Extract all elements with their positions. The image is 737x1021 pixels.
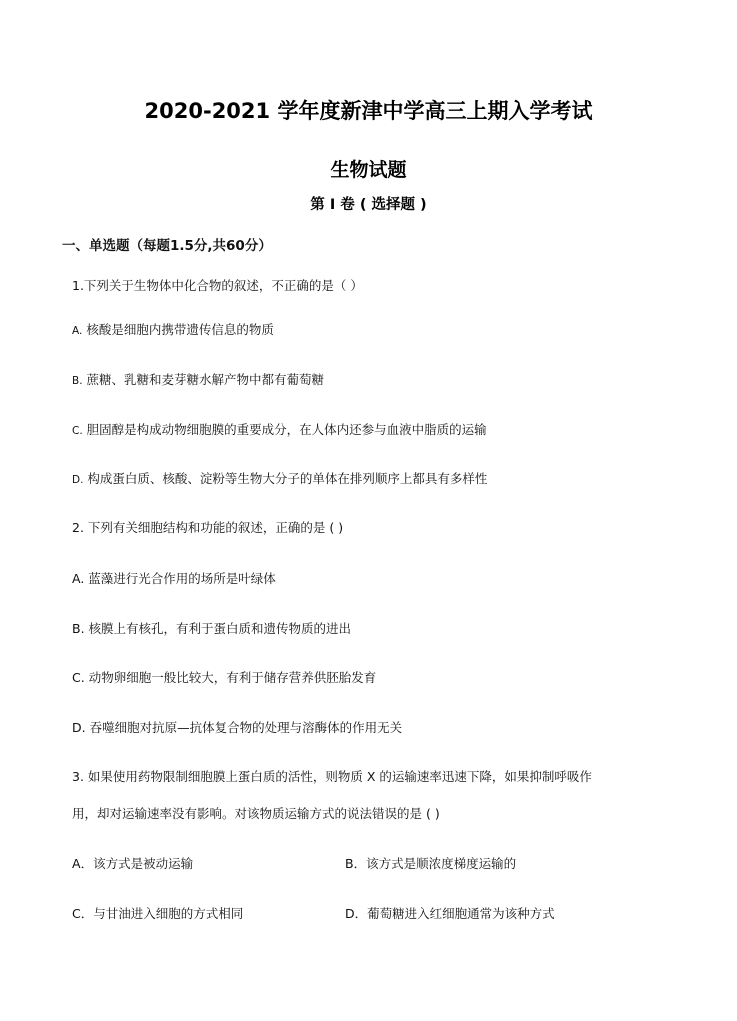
question-3-stem-line-2: 用，却对运输速率没有影响。对该物质运输方式的说法错误的是 ( ) <box>72 806 440 821</box>
option-letter: B. <box>72 621 85 636</box>
option-text: 核酸是细胞内携带遗传信息的物质 <box>86 322 274 337</box>
option-letter: C <box>72 906 81 921</box>
question-1-stem: 1.下列关于生物体中化合物的叙述，不正确的是（ ） <box>72 278 363 293</box>
question-1-option-b <box>72 370 324 388</box>
question-3-option-c <box>72 904 243 922</box>
question-2-option-d <box>72 718 402 736</box>
question-3-option-a <box>72 854 193 872</box>
option-letter: C. <box>72 425 83 437</box>
option-text: 蓝藻进行光合作用的场所是叶绿体 <box>88 571 276 586</box>
option-text: ．该方式是被动运输 <box>80 856 194 871</box>
option-letter: D <box>345 906 355 921</box>
question-1-option-d <box>72 469 487 487</box>
question-2-option-b <box>72 619 351 637</box>
question-2-stem: 2. 下列有关细胞结构和功能的叙述，正确的是 ( ) <box>72 520 344 535</box>
section-heading: 一、单选题（每题1.5分,共60分） <box>62 238 272 254</box>
question-2-option-a <box>72 569 276 587</box>
option-letter: A <box>72 856 81 871</box>
option-text: 胆固醇是构成动物细胞膜的重要成分，在人体内还参与血液中脂质的运输 <box>86 422 487 437</box>
question-1-option-a <box>72 320 274 338</box>
option-text: 吞噬细胞对抗原—抗体复合物的处理与溶酶体的作用无关 <box>89 720 403 735</box>
option-letter: C. <box>72 670 85 685</box>
option-letter: D. <box>72 474 84 486</box>
question-3-stem-line-1: 3. 如果使用药物限制细胞膜上蛋白质的活性，则物质 X 的运输速率迅速下降，如果抑制呼吸作 <box>72 769 592 784</box>
option-text: 动物卵细胞一般比较大，有利于储存营养供胚胎发育 <box>88 670 377 685</box>
option-text: ．该方式是顺浓度梯度运输的 <box>353 856 517 871</box>
question-3-option-d <box>345 904 555 922</box>
option-text: 蔗糖、乳糖和麦芽糖水解产物中都有葡萄糖 <box>86 372 325 387</box>
option-letter: B <box>345 856 354 871</box>
question-1-option-c <box>72 420 487 438</box>
option-letter: A. <box>72 325 83 337</box>
question-2-option-c <box>72 668 376 686</box>
exam-subtitle: 生物试题 <box>330 159 407 181</box>
option-text: ．葡萄糖进入红细胞通常为该种方式 <box>354 906 555 921</box>
volume-heading: 第 I 卷 ( 选择题 ) <box>310 197 427 213</box>
option-letter: B. <box>72 375 83 387</box>
option-text: ．与甘油进入细胞的方式相同 <box>80 906 244 921</box>
question-3-option-b <box>345 854 516 872</box>
option-letter: D. <box>72 720 86 735</box>
option-letter: A. <box>72 571 85 586</box>
option-text: 构成蛋白质、核酸、淀粉等生物大分子的单体在排列顺序上都具有多样性 <box>87 471 488 486</box>
exam-title: 2020-2021 学年度新津中学高三上期入学考试 <box>144 99 593 123</box>
option-text: 核膜上有核孔，有利于蛋白质和遗传物质的进出 <box>88 621 352 636</box>
